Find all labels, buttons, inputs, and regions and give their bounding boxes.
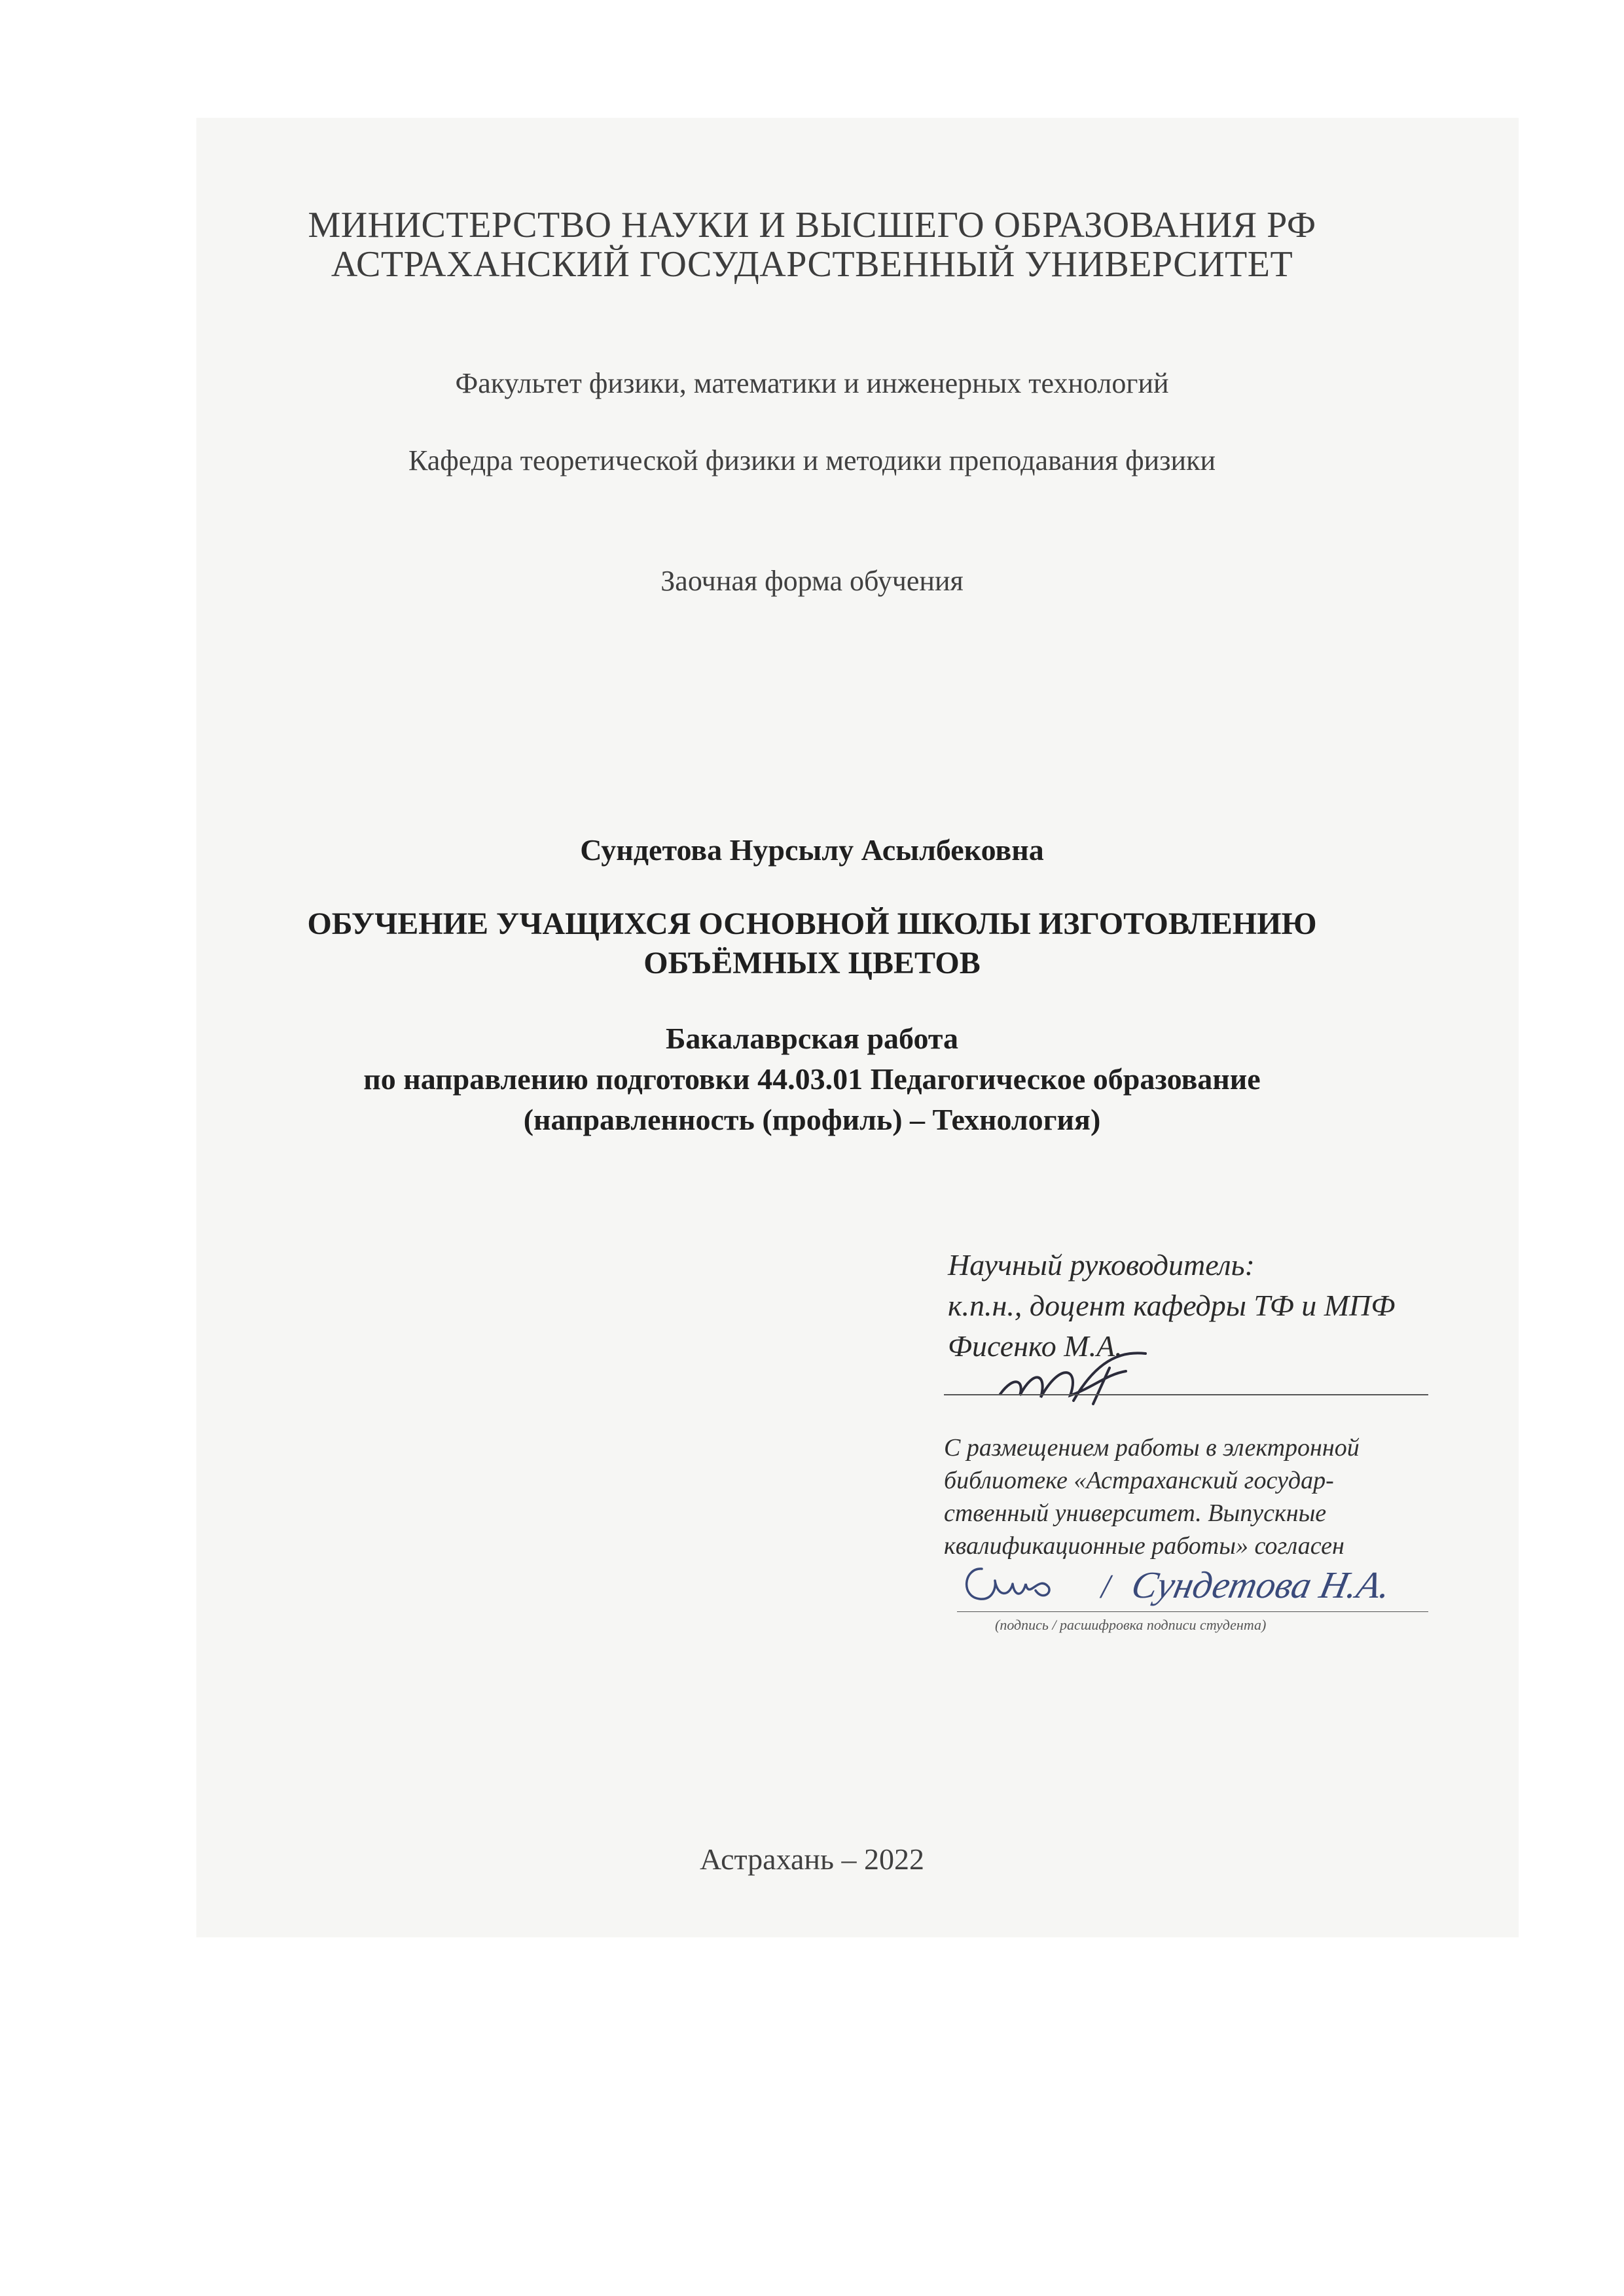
supervisor-name: Фисенко М.А. <box>948 1329 1123 1363</box>
faculty-name: Факультет физики, математики и инженерных технологий <box>455 367 1169 399</box>
thesis-title-line-2: ОБЪЁМНЫХ ЦВЕТОВ <box>643 946 981 980</box>
student-signature-line <box>957 1611 1428 1612</box>
supervisor-signature-line <box>944 1394 1428 1395</box>
consent-line-2: библиотеке «Астраханский государ- <box>944 1467 1334 1494</box>
university-heading: АСТРАХАНСКИЙ ГОСУДАРСТВЕННЫЙ УНИВЕРСИТЕТ <box>331 244 1293 285</box>
study-form: Заочная форма обучения <box>660 565 964 597</box>
study-direction: по направлению подготовки 44.03.01 Педагогическое образование <box>363 1062 1261 1096</box>
author-name: Сундетова Нурсылу Асылбековна <box>580 833 1044 867</box>
consent-line-1: С размещением работы в электронной <box>944 1434 1360 1462</box>
student-name-handwritten: Сундетова Н.А. <box>1128 1564 1395 1606</box>
supervisor-position: к.п.н., доцент кафедры ТФ и МПФ <box>948 1289 1396 1322</box>
department-name: Кафедра теоретической физики и методики преподавания физики <box>408 444 1216 476</box>
study-profile: (направленность (профиль) – Технология) <box>523 1103 1101 1136</box>
thesis-title-line-1: ОБУЧЕНИЕ УЧАЩИХСЯ ОСНОВНОЙ ШКОЛЫ ИЗГОТОВЛЕНИЮ <box>307 906 1317 941</box>
signature-separator: / <box>1101 1568 1111 1605</box>
student-signature <box>957 1561 1062 1613</box>
city-year: Астрахань – 2022 <box>700 1842 924 1876</box>
supervisor-label: Научный руководитель: <box>948 1248 1255 1282</box>
ministry-heading: МИНИСТЕРСТВО НАУКИ И ВЫСШЕГО ОБРАЗОВАНИЯ РФ <box>308 205 1316 245</box>
work-type: Бакалаврская работа <box>666 1022 958 1055</box>
signature-caption: (подпись / расшифровка подписи студента) <box>995 1617 1267 1633</box>
consent-line-3: ственный университет. Выпускные <box>944 1499 1327 1527</box>
supervisor-signature <box>995 1348 1165 1407</box>
consent-line-4: квалификационные работы» согласен <box>944 1532 1344 1560</box>
